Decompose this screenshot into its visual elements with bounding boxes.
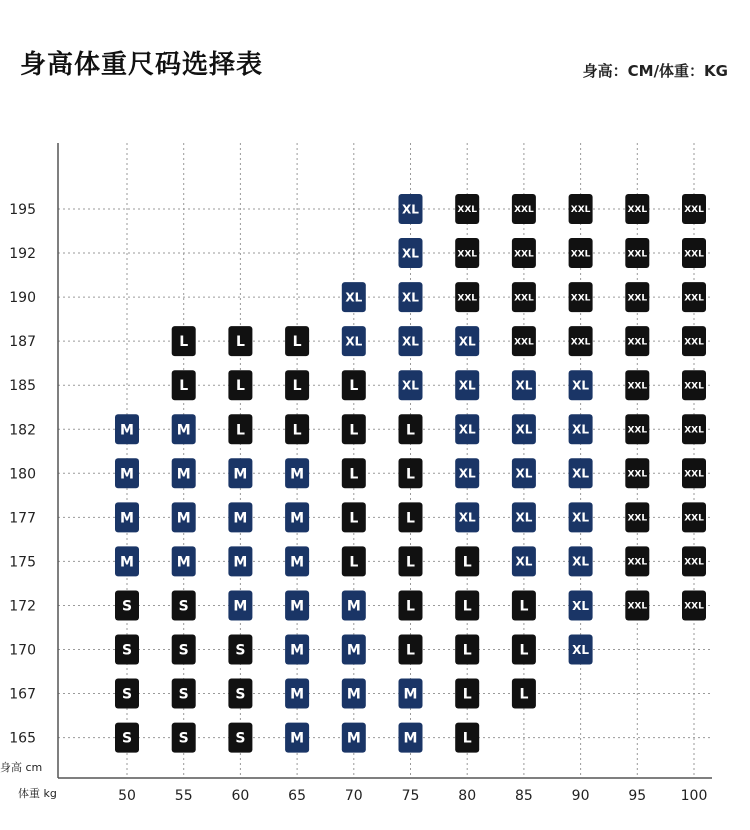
badge-label: XL [458,466,476,481]
badge-label: XL [572,642,590,657]
badge-label: XXL [684,205,704,216]
badge-label: S [178,730,189,747]
size-badge [569,590,593,620]
x-tick-labels [118,788,707,804]
size-badge [682,370,706,400]
size-badge [285,414,309,444]
badge-label: M [290,466,305,483]
badge-label: XXL [570,293,591,304]
badge-label: XL [572,598,590,613]
size-badge [285,635,309,665]
badge-label: XL [515,466,533,481]
y-tick-labels [9,202,36,747]
size-badge [399,679,423,709]
badge-label: S [121,598,133,615]
size-badge [569,326,593,356]
size-badge [569,238,593,268]
badge-label: L [235,422,245,439]
size-badge [399,502,423,532]
badge-label: XXL [627,425,648,436]
size-badge [172,414,196,444]
badge-label: XXL [627,381,648,392]
badge-label: M [290,510,305,527]
size-badge [569,546,593,576]
badge-label: L [462,686,472,703]
y-tick-label: 170 [9,642,36,659]
size-badge [399,414,423,444]
size-badge [172,546,196,576]
x-tick-label: 90 [571,788,590,804]
badge-label: S [235,686,246,703]
size-badge [342,723,366,753]
units-note: 身高：CM/体重：KG [582,62,728,80]
badge-label: XL [515,422,533,437]
size-badge [285,370,309,400]
x-tick-label: 75 [401,788,420,804]
badge-label: XL [402,378,419,393]
size-badge [399,238,423,268]
size-badge [682,414,706,444]
size-badge [455,414,479,444]
size-badge [512,635,536,665]
size-badge [115,723,139,753]
badge-label: L [292,378,302,395]
size-badge [512,370,536,400]
y-tick-label: 177 [9,510,36,527]
size-badge [455,194,479,224]
badge-label: XL [402,246,419,261]
badge-label: L [349,378,359,395]
size-badge [228,414,252,444]
size-badge [625,194,649,224]
badge-label: XXL [627,513,648,524]
badge-label: XXL [684,381,704,392]
badge-label: XXL [514,205,534,216]
size-badge [682,326,706,356]
size-badge [455,590,479,620]
size-badge [399,458,423,488]
size-badge [455,370,479,400]
size-badge [569,282,593,312]
size-badge [228,635,252,665]
badge-label: L [462,730,472,747]
page-title: 身高体重尺码选择表 [20,50,264,80]
size-badge [115,546,139,576]
badge-label: L [349,510,359,527]
badge-label: XXL [627,469,648,480]
badge-label: M [290,730,305,747]
size-badge [285,458,309,488]
x-tick-label: 50 [118,788,136,804]
badge-label: M [176,554,191,571]
badge-label: M [120,422,134,439]
size-badge [625,282,649,312]
size-badge [115,458,139,488]
x-tick-label: 85 [514,788,533,804]
badge-label: XL [515,510,533,525]
badge-label: L [462,554,472,571]
badge-label: XXL [684,557,704,568]
size-badge [625,326,649,356]
badge-label: XL [345,334,363,349]
badge-label: M [176,466,191,483]
badge-label: L [235,334,245,351]
size-badge [342,458,366,488]
size-badge [285,723,309,753]
y-tick-label: 195 [9,202,36,218]
size-badge [342,370,366,400]
size-badge [569,414,593,444]
badge-label: S [178,642,189,659]
badge-label: XL [458,510,476,525]
badge-label: S [235,642,246,659]
y-tick-label: 185 [9,378,36,395]
size-badge [512,458,536,488]
badge-label: L [349,554,359,571]
badge-label: L [519,598,529,615]
size-badge [399,590,423,620]
badge-label: M [120,510,134,527]
badge-label: XXL [684,337,704,348]
size-badge [625,370,649,400]
badge-label: XL [402,290,419,305]
badge-label: XXL [627,557,648,568]
size-badge [455,238,479,268]
size-badge [342,546,366,576]
y-tick-label: 175 [9,554,36,571]
size-badge [512,502,536,532]
badge-label: XL [402,334,419,349]
badge-label: XXL [627,337,648,348]
badge-label: L [406,422,415,439]
size-badge [115,635,139,665]
size-badge [399,723,423,753]
badge-label: M [290,598,305,615]
badge-label: M [120,466,134,483]
x-tick-label: 95 [628,788,647,804]
size-badge [228,590,252,620]
size-badge [512,238,536,268]
y-tick-label: 192 [9,246,36,263]
badge-label: M [290,686,305,703]
badge-label: L [349,422,359,439]
size-badge [569,370,593,400]
size-badge [115,414,139,444]
badge-label: XXL [627,205,648,216]
badge-label: M [346,686,361,703]
size-badge [342,679,366,709]
size-badge [512,679,536,709]
size-badge [228,679,252,709]
badge-label: L [349,466,359,483]
size-badge [569,635,593,665]
size-badge [342,590,366,620]
badge-label: S [121,730,133,747]
badge-label: XL [515,554,533,569]
size-badge [172,458,196,488]
y-tick-label: 187 [9,334,36,351]
badge-label: S [121,686,133,703]
size-badge [455,723,479,753]
size-badge [228,458,252,488]
badge-label: S [178,686,189,703]
size-badge [455,326,479,356]
badge-label: XXL [457,205,478,216]
size-badge [399,546,423,576]
grid-lines [58,143,712,778]
size-badge [172,590,196,620]
x-tick-label: 65 [288,788,307,804]
badge-label: M [290,554,305,571]
badge-label: L [462,642,472,659]
badge-label: M [290,642,305,659]
badge-label: XL [572,466,590,481]
size-badge [455,679,479,709]
badge-label: S [121,642,133,659]
size-badge [228,546,252,576]
size-badge [172,679,196,709]
badge-label: XL [402,202,419,217]
y-tick-label: 165 [9,730,36,747]
size-badge [455,635,479,665]
badge-label: L [179,334,189,351]
size-badge [172,723,196,753]
size-badge [285,679,309,709]
badge-label: XXL [514,249,534,260]
size-badge [625,502,649,532]
badge-label: S [178,598,189,615]
x-tick-label: 60 [231,788,250,804]
size-badge [682,238,706,268]
size-badge [399,370,423,400]
badge-label: L [406,598,415,615]
size-badge [625,458,649,488]
size-badge [512,546,536,576]
y-tick-label: 190 [9,290,36,307]
badge-label: XL [458,422,476,437]
badge-label: XXL [684,513,704,524]
x-tick-label: 100 [680,788,708,804]
badge-label: XXL [627,249,648,260]
size-badge [625,414,649,444]
size-badge [682,546,706,576]
size-badge [399,326,423,356]
badge-label: L [179,378,189,395]
badge-label: M [346,642,361,659]
badge-label: L [292,334,302,351]
size-badge [172,635,196,665]
badge-label: M [176,510,191,527]
y-tick-label: 172 [9,598,36,615]
badge-label: XL [572,510,590,525]
x-tick-label: 70 [344,788,363,804]
y-tick-label: 182 [9,422,36,439]
size-badge [172,326,196,356]
badge-label: XXL [570,337,591,348]
y-tick-label: 167 [9,686,36,703]
badge-label: XL [345,290,363,305]
x-tick-label: 55 [174,788,193,804]
x-axis-label: 体重 kg [18,787,57,800]
size-badge [285,546,309,576]
badge-label: L [235,378,245,395]
size-badge [342,502,366,532]
badge-label: L [462,598,472,615]
badge-label: M [233,466,248,483]
size-badge [682,590,706,620]
badge-label: XXL [684,425,704,436]
badge-label: XL [458,378,476,393]
badge-label: L [292,422,302,439]
size-badge [512,194,536,224]
size-badge [228,370,252,400]
size-badge [399,635,423,665]
size-badge [569,458,593,488]
badge-label: XXL [570,205,591,216]
size-badge [512,282,536,312]
badge-label: M [233,510,248,527]
size-badge [285,502,309,532]
size-badge [682,194,706,224]
size-badge [512,414,536,444]
size-badge [455,282,479,312]
badge-label: M [176,422,191,439]
size-badge [455,546,479,576]
size-badge [228,502,252,532]
size-badge [115,590,139,620]
badge-label: M [403,686,418,703]
size-badge [625,546,649,576]
size-badge [285,326,309,356]
size-badge [512,590,536,620]
badge-label: L [519,686,529,703]
size-badge [569,194,593,224]
badge-label: XXL [514,293,534,304]
size-badge [228,723,252,753]
badge-label: XXL [684,249,704,260]
badge-label: XXL [684,601,704,612]
badge-label: XXL [457,249,478,260]
y-tick-label: 180 [9,466,36,483]
badge-label: XXL [684,469,704,480]
badge-label: XXL [457,293,478,304]
size-badge [625,590,649,620]
size-badge [115,679,139,709]
badge-label: XXL [514,337,534,348]
size-badge [342,414,366,444]
badge-label: M [120,554,134,571]
badge-label: XXL [570,249,591,260]
size-badge [682,282,706,312]
size-badge [115,502,139,532]
badge-label: XL [572,554,590,569]
badge-label: M [346,598,361,615]
size-badge [399,194,423,224]
size-badge [512,326,536,356]
badge-label: XL [515,378,533,393]
size-badge [569,502,593,532]
badge-label: XL [572,422,590,437]
size-badge [342,635,366,665]
badge-label: S [235,730,246,747]
badge-label: M [233,554,248,571]
size-badge [342,282,366,312]
badge-label: L [519,642,529,659]
y-axis-label: 身高 cm [0,761,43,774]
size-badge [625,238,649,268]
size-badge [285,590,309,620]
size-badge [455,458,479,488]
badge-label: XL [458,334,476,349]
badge-label: XXL [627,601,648,612]
size-badge [455,502,479,532]
badge-label: L [406,466,415,483]
badge-label: M [233,598,248,615]
size-badge [228,326,252,356]
badge-label: L [406,510,415,527]
size-badge [172,502,196,532]
size-badge [172,370,196,400]
badge-label: XL [572,378,590,393]
size-badge [342,326,366,356]
size-badge [682,458,706,488]
badge-label: M [403,730,418,747]
badge-label: XXL [684,293,704,304]
size-badge [399,282,423,312]
badge-label: L [406,642,415,659]
badge-label: M [346,730,361,747]
badge-label: L [406,554,415,571]
x-tick-label: 80 [458,788,477,804]
badge-label: XXL [627,293,648,304]
size-badge [682,502,706,532]
